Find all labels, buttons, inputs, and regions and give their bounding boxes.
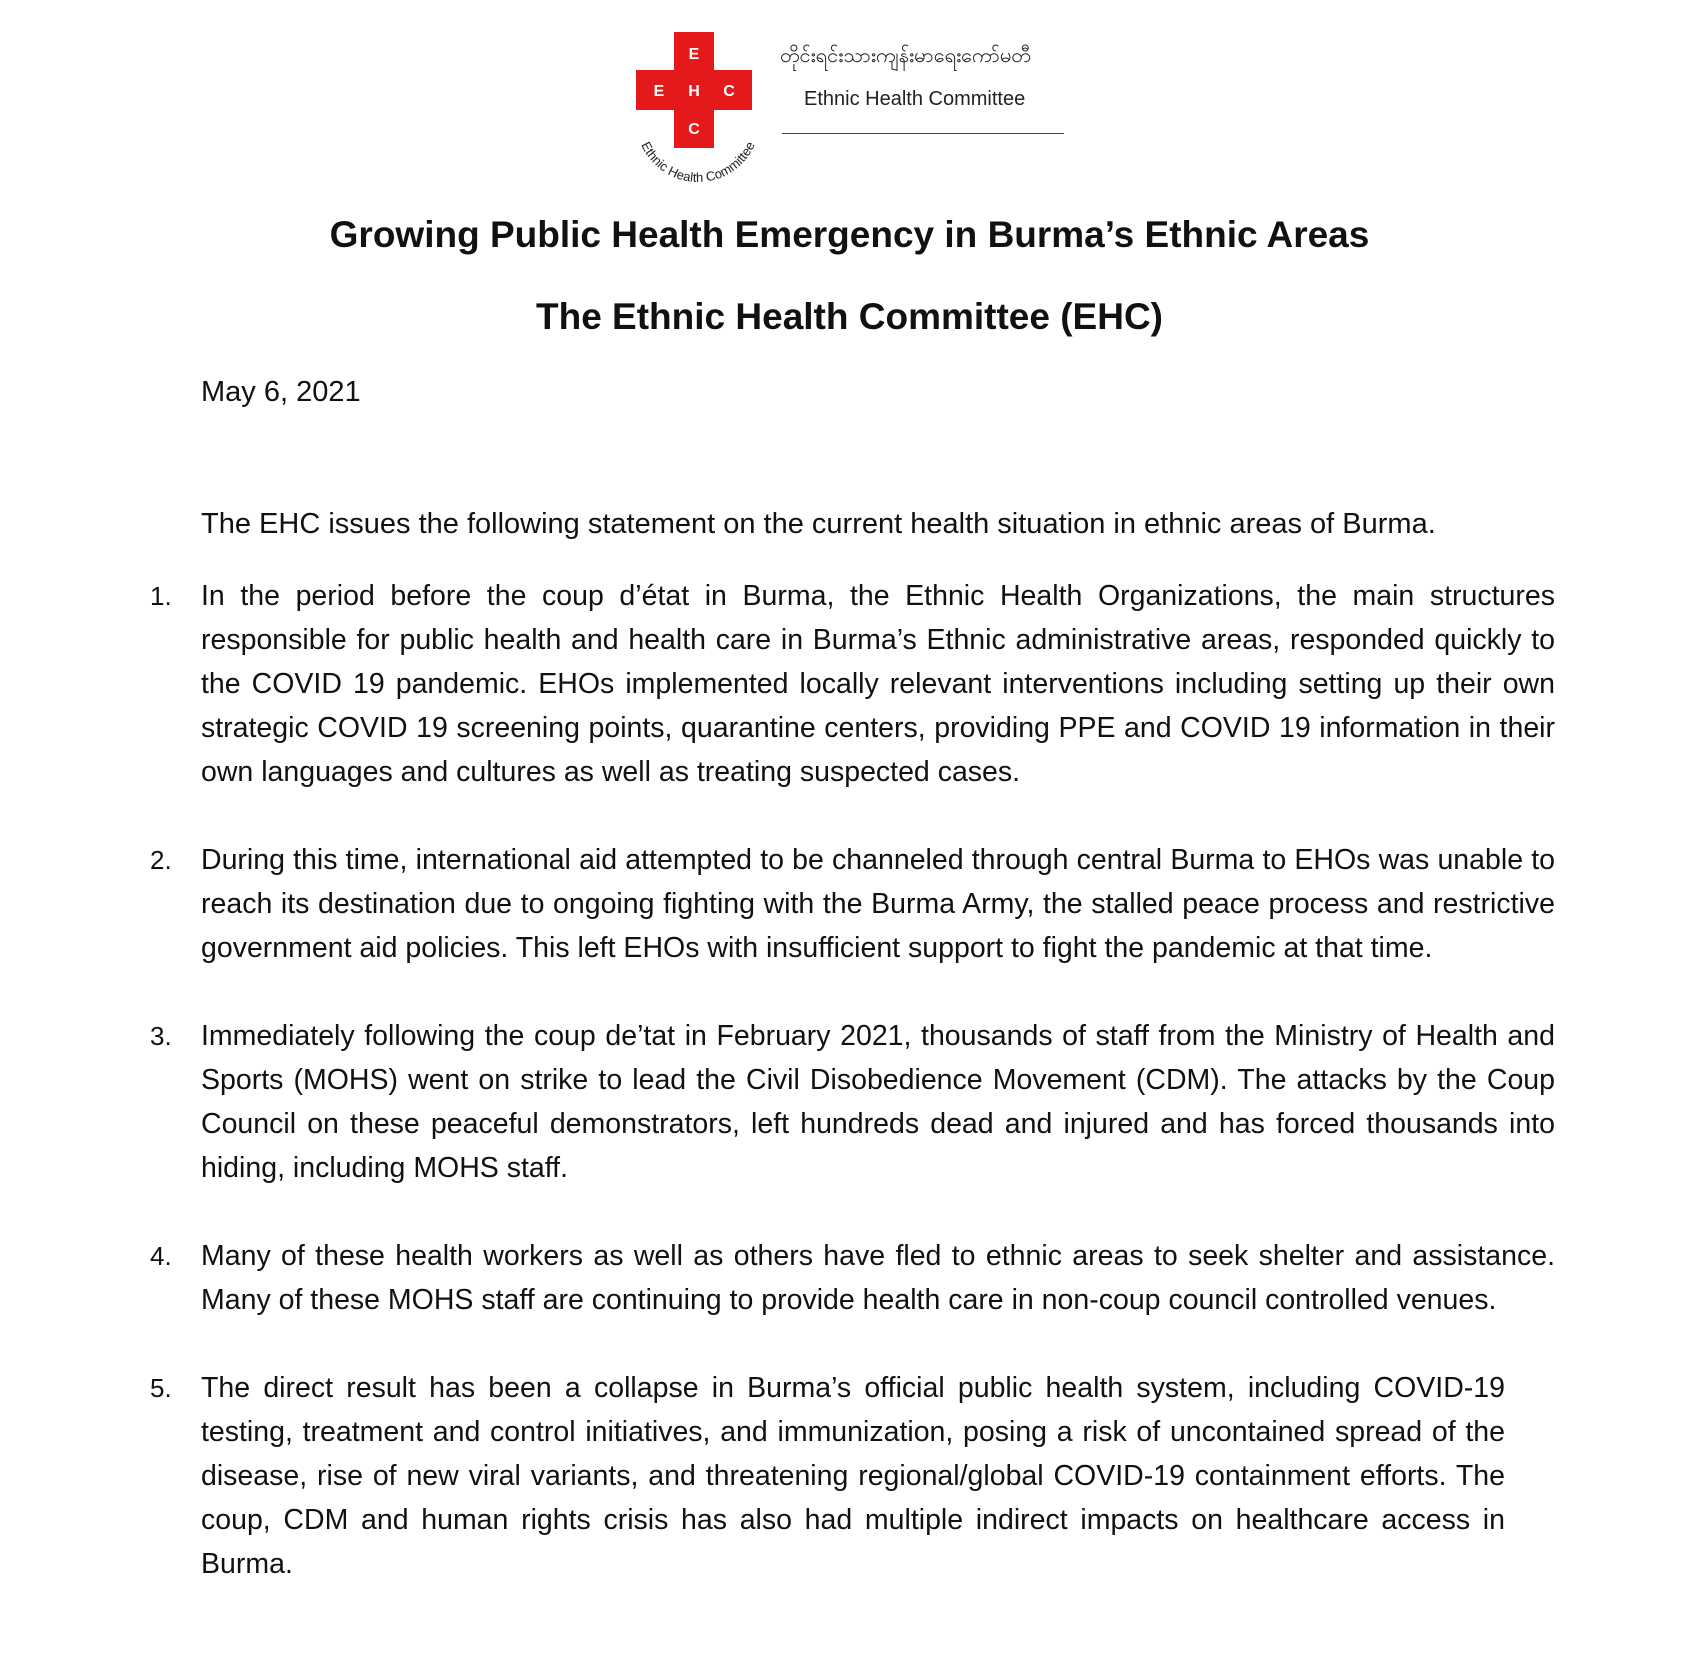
list-item bbox=[0, 838, 1699, 970]
intro-paragraph: The EHC issues the following statement on the current health situation in ethnic areas of Burma. bbox=[201, 508, 1436, 540]
document-title: Growing Public Health Emergency in Burma’s Ethnic Areas bbox=[329, 214, 1370, 255]
list-item bbox=[0, 1366, 1699, 1586]
cross-letter-right: C bbox=[723, 83, 735, 100]
document-date: May 6, 2021 bbox=[201, 376, 361, 408]
list-item-text: Many of these health workers as well as others have fled to ethnic areas to seek shelter and assistance. Many of these MOHS staff are continuing to provide health care in non-coup council controlled venues. bbox=[201, 1240, 1555, 1316]
list-item-number: 1. bbox=[150, 581, 172, 611]
list-item-number: 4. bbox=[150, 1241, 172, 1271]
cross-letter-top: E bbox=[688, 46, 700, 63]
list-item-text: The direct result has been a collapse in Burma’s official public health system, including COVID-19 testing, treatment and control initiatives, and immunization, posing a risk of uncontained spread of the disease, rise of new viral variants, and threatening regional/global COVID-19 containment efforts. The coup, CDM and human rights crisis has also had multiple indirect impacts on healthcare access in Burma. bbox=[201, 1372, 1505, 1580]
org-name-block bbox=[780, 38, 1080, 134]
list-item-number: 3. bbox=[150, 1021, 172, 1051]
list-item bbox=[0, 1234, 1699, 1322]
letterhead bbox=[630, 28, 1090, 188]
list-item bbox=[0, 1014, 1699, 1190]
letterhead-divider bbox=[782, 133, 1064, 134]
list-item-text: In the period before the coup d’état in Burma, the Ethnic Health Organizations, the main structures responsible for public health and health care in Burma’s Ethnic administrative areas, responded quickly to the COVID 19 pandemic. EHOs implemented locally relevant interventions including setting up their own strategic COVID 19 screening points, quarantine centers, providing PPE and COVID 19 information in their own languages and cultures as well as treating suspected cases. bbox=[201, 580, 1555, 788]
cross-letter-left: E bbox=[653, 83, 665, 100]
org-name-burmese: တိုင်းရင်းသားကျန်းမာရေးကော်မတီ bbox=[780, 43, 1031, 67]
org-name-english: Ethnic Health Committee bbox=[804, 88, 1026, 110]
ehc-logo bbox=[630, 28, 770, 188]
list-item-number: 5. bbox=[150, 1373, 172, 1403]
list-item bbox=[0, 574, 1699, 794]
numbered-list bbox=[0, 574, 1699, 1630]
document-subtitle: The Ethnic Health Committee (EHC) bbox=[536, 296, 1163, 337]
list-item-text: During this time, international aid attempted to be channeled through central Burma to EHOs was unable to reach its destination due to ongoing fighting with the Burma Army, the stalled peace process and restrictive government aid policies. This left EHOs with insufficient support to fight the pandemic at that time. bbox=[201, 844, 1555, 964]
cross-letter-center: H bbox=[688, 83, 700, 100]
cross-letter-bottom: C bbox=[688, 121, 700, 138]
logo-arc-text: Ethnic Health Committee bbox=[638, 139, 758, 186]
list-item-text: Immediately following the coup de’tat in February 2021, thousands of staff from the Ministry of Health and Sports (MOHS) went on strike to lead the Civil Disobedience Movement (CDM). The attacks by the Coup Council on these peaceful demonstrators, left hundreds dead and injured and has forced thousands into hiding, including MOHS staff. bbox=[201, 1020, 1555, 1184]
list-item-number: 2. bbox=[150, 845, 172, 875]
